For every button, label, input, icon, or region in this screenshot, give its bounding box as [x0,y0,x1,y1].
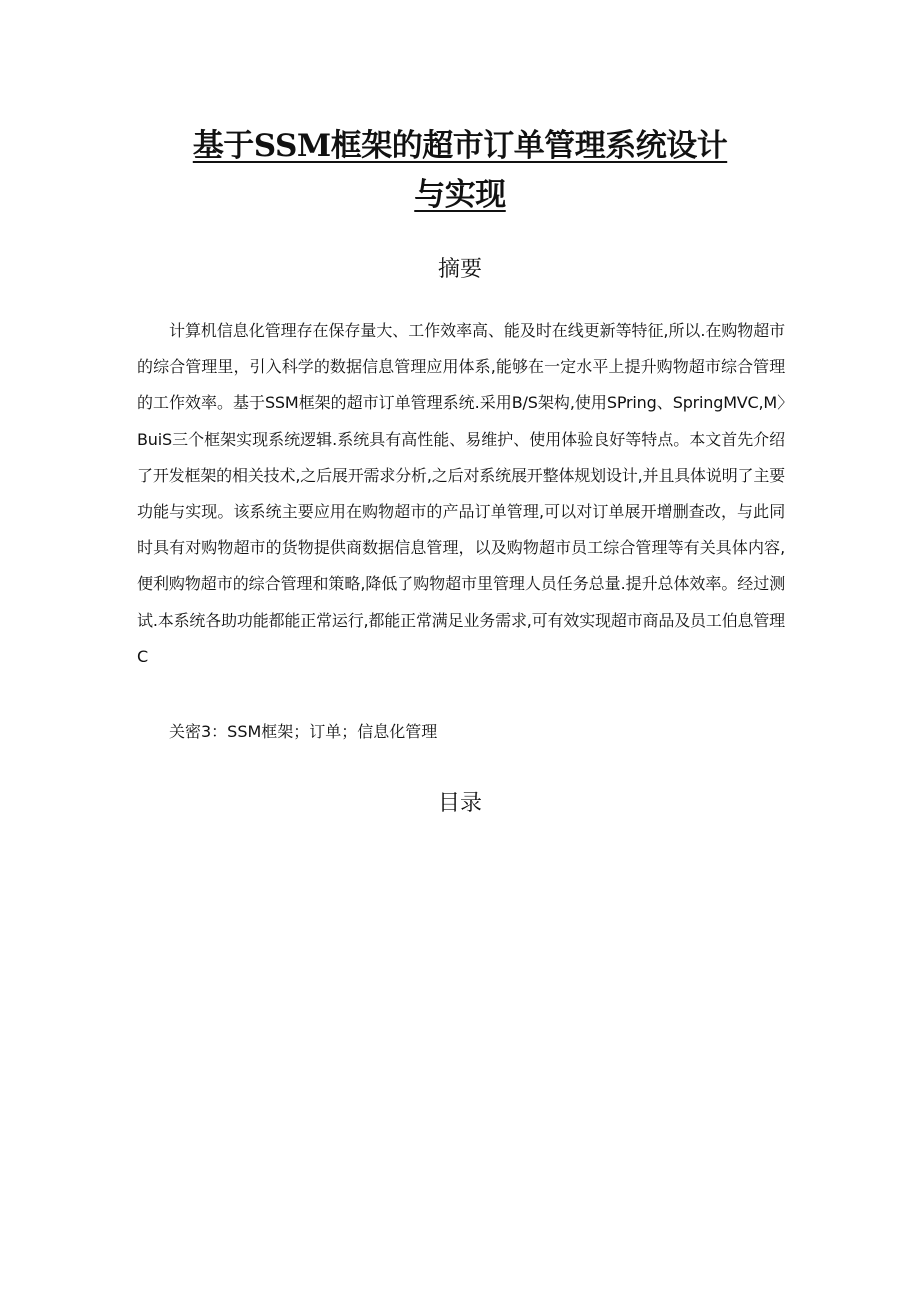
paper-title-line-1: 基于SSM框架的超市订单管理系统设计 [192,128,728,164]
abstract-paragraph: 计算机信息化管理存在保存量大、工作效率高、能及时在线更新等特征,所以.在购物超市的综合管理里，引入科学的数据信息管理应用体系,能够在一定水平上提升购物超市综合管理的工作效率。基于SSM框架的超市订单管理系统.采用B/S架构,使用SPring、SpringMVC,M〉BuiS三个框架实现系统逻辑.系统具有高性能、易维护、使用体验良好等特点。本文首先介绍了开发框架的相关技术,之后展开需求分析,之后对系统展开整体规划设计,并且具体说明了主要功能与实现。该系统主要应用在购物超市的产品订单管理,可以对订单展开增删查改，与此同时具有对购物超市的货物提供商数据信息管理，以及购物超市员工综合管理等有关具体内容,便利购物超市的综合管理和策略,降低了购物超市里管理人员任务总量.提升总体效率。经过测试.本系统各助功能都能正常运行,都能正常满足业务需求,可有效实现超市商品及员工伯息管理C [137,321,785,666]
keywords-line: 关密3：SSM框架；订单；信息化管理 [169,722,438,741]
paper-title-line-2: 与实现 [414,177,506,213]
abstract-heading: 摘要 [437,257,482,282]
table-of-contents-heading: 目录 [437,791,482,816]
